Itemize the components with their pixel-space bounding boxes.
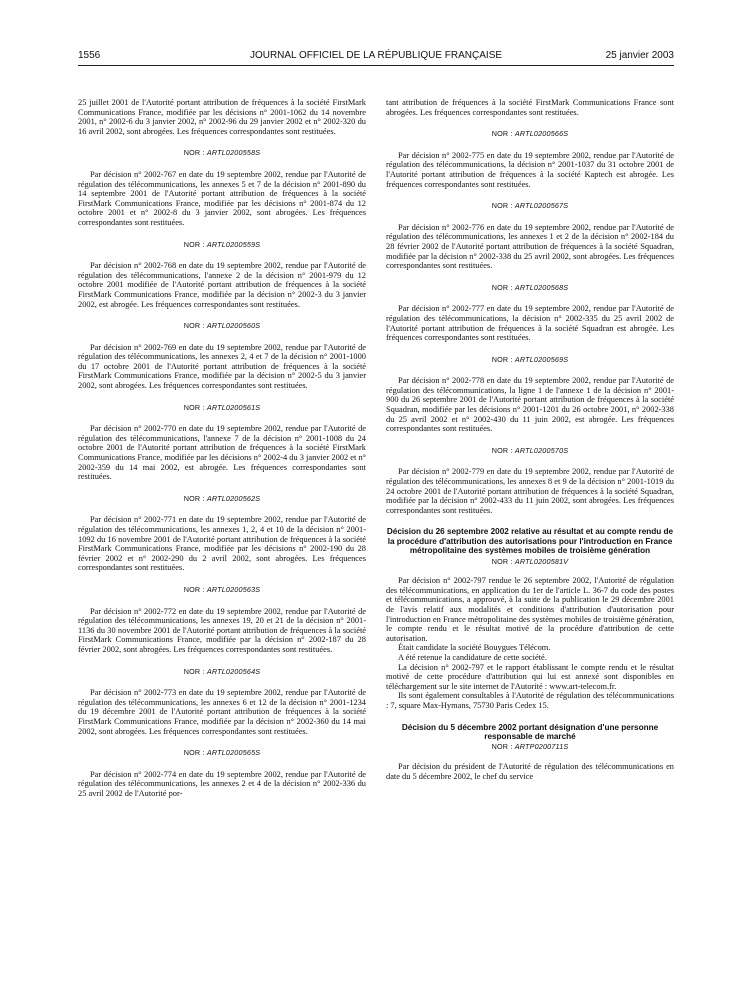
nor-label: NOR : [491, 742, 513, 752]
nor-reference [78, 148, 366, 158]
right-column [386, 98, 674, 781]
decision-paragraph: Par décision n° 2002-768 en date du 19 septembre 2002, rendue par l'Autorité de régulation des télécommunications, l'annexe 2 de la décision n° 2001-979 du 12 octobre 2001 modifiée de l'Autorité portant attribution de fréquences à la société FirstMark Communications France, modifiée par la décision n° 2002-3 du 3 janvier 2002, est abrogée. Les fréquences correspondantes sont restituées. [78, 261, 366, 309]
nor-label: NOR : [183, 666, 205, 676]
nor-reference [386, 201, 674, 211]
nor-reference [386, 355, 674, 365]
continued-paragraph: tant attribution de fréquences à la société FirstMark Communications France sont abrogées. Les fréquences correspondantes sont restituées. [386, 98, 674, 117]
page-number: 1556 [78, 50, 101, 61]
nor-code: ARTL0200566S [514, 129, 569, 139]
nor-reference [78, 748, 366, 758]
nor-code: ARTL0200558S [206, 148, 261, 158]
decision-paragraph: Par décision n° 2002-769 en date du 19 septembre 2002, rendue par l'Autorité de régulation des télécommunications, les annexes 2, 4 et 7 de la décision n° 2001-1000 du 17 octobre 2001 de l'Autorité portant attribution de fréquences à la société FirstMark Communications France, modifiée par la décision n° 2002-5 du 3 janvier 2002, sont abrogées. Les fréquences correspondantes sont restituées. [78, 342, 366, 391]
nor-reference [78, 494, 366, 504]
nor-label: NOR : [183, 584, 205, 594]
nor-reference [386, 446, 674, 456]
nor-code: ARTL0200561S [206, 402, 261, 412]
decision-paragraph: Par décision du président de l'Autorité de régulation des télécommunications en date du 5 décembre 2002, le chef du service [386, 761, 674, 781]
page-header [78, 50, 674, 64]
nor-label: NOR : [183, 239, 205, 249]
decision-paragraph: Par décision n° 2002-774 en date du 19 septembre 2002, rendue par l'Autorité de régulation des télécommunications, les annexes 2 et 4 de la décision n° 2002-336 du 25 avril 2002 de l'Autorité por- [78, 769, 366, 798]
nor-reference [386, 742, 674, 752]
nor-reference [78, 240, 366, 250]
nor-label: NOR : [183, 321, 205, 331]
decision-paragraph: Par décision n° 2002-797 rendue le 26 septembre 2002, l'Autorité de régulation des télécommunications, en application du 1er de l'article L. 36-7 du code des postes et télécommunications, a approuvé, à la suite de la publication le 29 décembre 2001 de l'avis relatif aux modalités et conditions d'attribution d'autorisation pour l'introduction en France métropolitaine des systèmes mobiles de troisième génération, le compte rendu et le résultat motivé de la procédure d'attribution de cette autorisation. [386, 576, 674, 643]
nor-label: NOR : [183, 748, 205, 758]
nor-code: ARTL0200560S [206, 321, 261, 331]
nor-label: NOR : [491, 556, 513, 566]
decision-paragraph: Par décision n° 2002-779 en date du 19 septembre 2002, rendue par l'Autorité de régulation des télécommunications, les annexes 8 et 9 de la décision n° 2001-1019 du 24 octobre 2001 de l'Autorité portant attribution de fréquences à la société Squadran, modifiée par la décision n° 2002-433 du 11 juin 2002, sont abrogées. Les fréquences correspondantes sont restituées. [386, 467, 674, 515]
nor-label: NOR : [183, 402, 205, 412]
left-column [78, 98, 366, 798]
nor-code: ARTL0200569S [514, 354, 569, 364]
nor-code: ARTP0200711S [514, 742, 569, 752]
nor-reference [386, 129, 674, 139]
issue-date: 25 janvier 2003 [605, 50, 674, 61]
decision-paragraph: Par décision n° 2002-770 en date du 19 septembre 2002, rendue par l'Autorité de régulation des télécommunications, l'annexe 7 de la décision n° 2001-1008 du 24 octobre 2001 de l'Autorité portant attribution de fréquences à la société FirstMark Communications France, modifiée par les décisions n° 2002-4 du 3 janvier 2002 et n° 2002-359 du 14 mai 2002, est abrogée. Les fréquences correspondantes sont restituées. [78, 424, 366, 482]
decision-paragraph: Par décision n° 2002-772 en date du 19 septembre 2002, rendue par l'Autorité de régulation des télécommunications, les annexes 19, 20 et 21 de la décision n° 2001-1136 du 30 novembre 2001 de l'Autorité portant attribution de fréquences à la société FirstMark Communications France, modifiée par la décision n° 2002-187 du 28 février 2002, sont abrogées. Les fréquences correspondantes sont restituées. [78, 606, 366, 654]
decision-paragraph: Par décision n° 2002-767 en date du 19 septembre 2002, rendue par l'Autorité de régulation des télécommunications, les annexes 5 et 7 de la décision n° 2001-890 du 14 septembre 2001 de l'Autorité portant attribution de fréquences à la société FirstMark Communications France, modifiée par les décisions n° 2001-874 du 12 octobre 2001 et n° 2002-8 du 3 janvier 2002, sont abrogées. Les fréquences correspondantes sont restituées. [78, 169, 366, 227]
continued-paragraph: 25 juillet 2001 de l'Autorité portant attribution de fréquences à la société FirstMark Communications France, modifiée par les décisions n° 2001-1062 du 14 novembre 2001, n° 2002-6 du 3 janvier 2002, n° 2002-96 du 29 janvier 2002 et n° 2002-320 du 16 avril 2002, sont abrogées. Les fréquences correspondantes sont restituées. [78, 98, 366, 136]
decision-paragraph: Par décision n° 2002-773 en date du 19 septembre 2002, rendue par l'Autorité de régulation des télécommunications, les annexes 6 et 12 de la décision n° 2001-1234 du 19 décembre 2001 de l'Autorité portant attribution de fréquences à la société FirstMark Communications France, modifiée par la décision n° 2002-360 du 14 mai 2002, sont abrogées. Les fréquences correspondantes sont restituées. [78, 688, 366, 736]
header-rule [78, 65, 674, 66]
decision-paragraph: A été retenue la candidature de cette société. [398, 652, 547, 662]
nor-reference [78, 585, 366, 595]
decision-paragraph: Ils sont également consultables à l'Autorité de régulation des télécommunications : 7, square Max-Hymans, 75730 Paris Cedex 15. [386, 691, 674, 710]
decision-paragraph: La décision n° 2002-797 et le rapport établissant le compte rendu et le résultat motivé de cette procédure d'attribution qui lui est annexé sont disponibles en téléchargement sur le site internet de l'Autorité : www.art-telecom.fr. [386, 662, 674, 691]
nor-label: NOR : [183, 148, 205, 158]
nor-label: NOR : [183, 493, 205, 503]
nor-code: ARTL0200559S [206, 239, 261, 249]
nor-code: ARTL0200564S [206, 666, 261, 676]
decision-heading: Décision du 26 septembre 2002 relative au résultat et au compte rendu de la procédure d'attribution des autorisations pour l'introduction en France métropolitaine des systèmes mobiles de troisième génération [386, 527, 674, 556]
nor-reference [78, 321, 366, 331]
journal-title: JOURNAL OFFICIEL DE LA RÉPUBLIQUE FRANÇAISE [249, 50, 503, 61]
nor-reference [386, 283, 674, 293]
nor-code: ARTL0200562S [206, 493, 261, 503]
nor-reference [78, 667, 366, 677]
decision-paragraph: Par décision n° 2002-771 en date du 19 septembre 2002, rendue par l'Autorité de régulation des télécommunications, les annexes 1, 2, 4 et 10 de la décision n° 2001-1092 du 16 novembre 2001 de l'Autorité portant attribution de fréquences à la société FirstMark Communications France, modifiée par les décisions n° 2002-190 du 28 février 2002 et n° 2002-290 du 2 avril 2002, sont abrogées. Les fréquences correspondantes sont restituées. [78, 515, 366, 573]
decision-heading: Décision du 5 décembre 2002 portant désignation d'une personne responsable de marché [401, 722, 659, 741]
decision-paragraph: Par décision n° 2002-776 en date du 19 septembre 2002, rendue par l'Autorité de régulation des télécommunications, les annexes 1 et 2 de la décision n° 2002-184 du 28 février 2002 de l'Autorité portant attribution de fréquences à la société Squadran, modifiée par la décision n° 2002-338 du 25 avril 2002, sont abrogées. Les fréquences correspondantes sont restituées. [386, 222, 674, 271]
decision-paragraph: Par décision n° 2002-777 en date du 19 septembre 2002, rendue par l'Autorité de régulation des télécommunications, la décision n° 2002-335 du 25 avril 2002 de l'Autorité portant attribution de fréquences à la société Squadran est abrogée. Les fréquences correspondantes sont restituées. [386, 304, 674, 343]
nor-label: NOR : [491, 282, 513, 292]
nor-code: ARTL0200567S [514, 201, 569, 211]
nor-code: ARTL0200565S [206, 748, 261, 758]
nor-label: NOR : [491, 129, 513, 139]
nor-code: ARTL0200568S [514, 282, 569, 292]
nor-code: ARTL0200570S [514, 445, 569, 455]
decision-paragraph: Par décision n° 2002-775 en date du 19 septembre 2002, rendue par l'Autorité de régulation des télécommunications, la décision n° 2001-1037 du 31 octobre 2001 de l'Autorité portant attribution de fréquences à la société Kaptech est abrogée. Les fréquences correspondantes sont restituées. [386, 150, 674, 189]
nor-label: NOR : [491, 354, 513, 364]
nor-label: NOR : [491, 201, 513, 211]
decision-paragraph: Était candidate la société Bouygues Télécom. [398, 643, 551, 653]
nor-reference [386, 557, 674, 567]
nor-label: NOR : [491, 445, 513, 455]
nor-code: ARTL0200563S [206, 584, 261, 594]
decision-paragraph: Par décision n° 2002-778 en date du 19 septembre 2002, rendue par l'Autorité de régulation des télécommunications, la ligne 1 de l'annexe 1 de la décision n° 2001-900 du 26 septembre 2001 de l'Autorité portant attribution de fréquences à la société Squadran, modifiée par les décisions n° 2001-1201 du 26 octobre 2001, n° 2002-338 du 25 avril 2002 et n° 2002-430 du 11 juin 2002, est abrogée. Les fréquences correspondantes sont restituées. [386, 376, 674, 434]
nor-code: ARTL0200581V [514, 556, 569, 566]
nor-reference [78, 403, 366, 413]
